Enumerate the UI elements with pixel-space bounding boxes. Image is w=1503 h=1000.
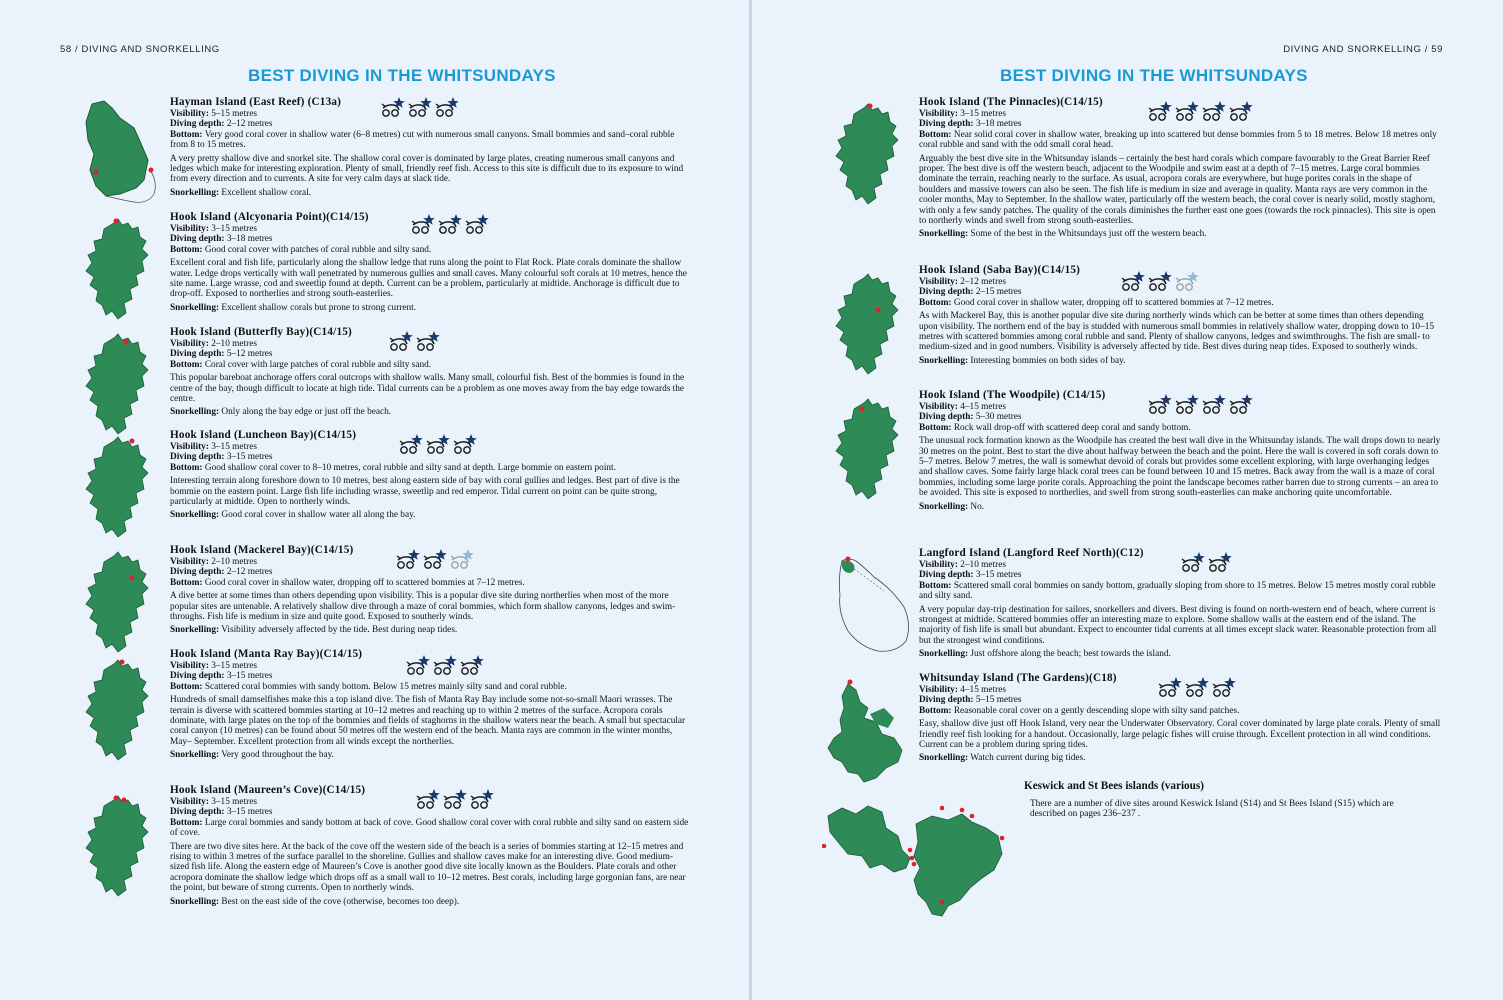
- diver-rating-icon: [398, 433, 423, 455]
- snorkelling-value: Very good throughout the bay.: [221, 750, 334, 761]
- rating-icons: [1147, 393, 1253, 415]
- visibility-value: 2–10 metres: [211, 339, 257, 349]
- site-description: A dive better at some times than others depending upon visibility. This is a popular dive site during northerlies when most of the more popular sites are untenable. A relatively shallow dive through a maze of coral bommies, which form shallow canyons, ledges and swim-throughs. Fish life is medium in size and quite good. Exposed to southerly winds.: [170, 591, 676, 623]
- diver-rating-icon: [1174, 393, 1199, 415]
- bottom-value: Rock wall drop-off with scattered deep coral and sandy bottom.: [953, 422, 1191, 433]
- site-name: Hook Island (Butterfly Bay)(C14/15): [170, 326, 352, 338]
- half-diver-rating-icon: [1174, 270, 1199, 292]
- visibility-value: 3–15 metres: [211, 661, 257, 671]
- snorkelling-value: Only along the bay edge or just off the beach.: [221, 407, 392, 418]
- label: Bottom:: [170, 462, 203, 473]
- bottom-value: Scattered small coral bommies on sandy bottom, gradually sloping from shore to 15 metres. Below 15 metres mostly coral rubble and silty sand.: [919, 580, 1436, 602]
- label: Snorkelling:: [919, 753, 969, 764]
- diver-rating-icon: [1147, 270, 1172, 292]
- snorkelling-value: No.: [970, 501, 985, 512]
- depth-value: 3–15 metres: [975, 570, 1022, 581]
- label: Diving depth:: [919, 412, 974, 423]
- diver-rating-icon: [405, 654, 430, 676]
- label: Diving depth:: [170, 452, 225, 463]
- diver-rating-icon: [437, 213, 462, 235]
- depth-value: 2–12 metres: [226, 119, 273, 130]
- running-header-left: 58 / DIVING AND SNORKELLING: [60, 44, 220, 55]
- site-description: A very pretty shallow dive and snorkel site. The shallow coral cover is dominated by large plates, creating numerous small canyons and ledges which make for interesting exploration. Plenty of small, friendly reef fish. Access to this site is difficult due to its exposure to wind from every direction and to currents. A site for very calm days at slack tide.: [170, 153, 684, 185]
- snorkelling-value: Watch current during big tides.: [970, 753, 1086, 764]
- label: Visibility:: [170, 109, 209, 119]
- hook-island-map-icon: [82, 433, 152, 541]
- bottom-value: Very good coral cover in shallow water (6–8 metres) cut with numerous small canyons. Small bommies and sand–coral rubble from 8 to 15 metres.: [170, 129, 675, 151]
- label: Snorkelling:: [919, 355, 969, 366]
- hayman-island-map-icon: [82, 98, 160, 206]
- site-name: Hook Island (Maureen’s Cove)(C14/15): [170, 784, 366, 796]
- label: Bottom:: [170, 129, 203, 140]
- bottom-value: Good coral cover with patches of coral rubble and silty sand.: [204, 244, 432, 255]
- site-description: There are a number of dive sites around Keswick Island (S14) and St Bees Island (S15) which are described on pages 236–237 .: [1030, 799, 1394, 820]
- site-description: As with Mackerel Bay, this is another popular dive site during northerly winds which can be better at some times than others depending upon visibility. The northern end of the bay is studded with numerous small bommies in relatively shallow water, dropping down to 10–15 metres with scattered bommies among coral rubble and sand. Plenty of shallow canyons, ledges and swimthroughs. The fish are small- to medium-sized and in good numbers. Visibility is adversely affected by tide. Best dives during neap tides. Exposed to southerly winds.: [919, 311, 1435, 353]
- label: Snorkelling:: [170, 625, 220, 636]
- hook-island-map-icon: [82, 792, 152, 900]
- diver-rating-icon: [1174, 100, 1199, 122]
- site-name: Hayman Island (East Reef) (C13a): [170, 96, 342, 108]
- diver-rating-icon: [464, 213, 489, 235]
- depth-value: 3–15 metres: [226, 671, 273, 682]
- label: Diving depth:: [919, 570, 974, 581]
- snorkelling-value: Interesting bommies on both sides of bay.: [970, 355, 1126, 366]
- half-diver-rating-icon: [449, 548, 474, 570]
- bottom-value: Good coral cover in shallow water, dropping off to scattered bommies at 7–12 metres.: [204, 577, 525, 588]
- label: Diving depth:: [170, 349, 225, 360]
- rating-icons: [1157, 676, 1236, 698]
- depth-value: 3–18 metres: [226, 234, 273, 245]
- site-name: Hook Island (Saba Bay)(C14/15): [919, 264, 1081, 276]
- snorkelling-value: Excellent shallow corals but prone to strong current.: [221, 302, 417, 313]
- site-description: This popular bareboat anchorage offers coral outcrops with shallow walls. Many small, colourful fish. Best of the bommies is found in the centre of the bay, though difficult to locate at high tide. Tidal currents can be a problem as one moves away from the bay edge towards the centre.: [170, 373, 685, 405]
- diver-rating-icon: [1180, 551, 1205, 573]
- diver-rating-icon: [459, 654, 484, 676]
- depth-value: 3–18 metres: [975, 119, 1022, 130]
- visibility-value: 4–15 metres: [960, 685, 1006, 695]
- label: Bottom:: [919, 129, 952, 140]
- diver-rating-icon: [425, 433, 450, 455]
- page-title-left: BEST DIVING IN THE WHITSUNDAYS: [248, 66, 556, 85]
- site-description: There are two dive sites here. At the back of the cove off the western side of the beach is a series of bommies starting at 12–15 metres and rising to within 3 metres of the surface parallel to the shoreline. Gullies and shallow caves make for an interesting dive. Good medium-sized fish life. Along the eastern edge of Maureen’s Cove is another good dive site locally known as the Boulders. Plate corals and other acropora dominate the shallow ledge which drops off as a small wall to 10–12 metres. Best corals, including large gorgonian fans, are near the point, but beware of strong currents. Open to northerly winds.: [170, 841, 686, 894]
- depth-value: 3–15 metres: [226, 807, 273, 818]
- label: Visibility:: [170, 557, 209, 567]
- rating-icons: [410, 213, 489, 235]
- bottom-value: Good coral cover in shallow water, dropping off to scattered bommies at 7–12 metres.: [953, 297, 1274, 308]
- site-description: Arguably the best dive site in the Whitsunday islands – certainly the best hard corals which compare favourably to the Great Barrier Reef proper. The best dive is off the western beach, adjacent to the Woodpile and swim east at a depth of 7–15 metres. Large coral bommies dominate the terrain, reaching nearly to the surface. As usual, acropora corals are everywhere, but huge porites corals in the shape of boulders and massive towers can also be seen. The fish life is medium in size and average in quality. Manta rays are very common in the cooler months, May to September. In the shallow water, particularly off the western beach, the coral cover is nearly solid, mostly staghorn, with only a few sandy patches. The quality of the corals diminishes the further east one goes (towards the rock pinnacles). This site is open to northerly winds and swell from strong south-easterlies.: [919, 153, 1436, 227]
- label: Diving depth:: [919, 119, 974, 130]
- label: Visibility:: [919, 109, 958, 119]
- site-description: Easy, shallow dive just off Hook Island, very near the Underwater Observatory. Coral cover dominated by large plate corals. Plenty of small friendly reef fish looking for a handout. Occasionally, large pelagic fishes will cruise through. Excellent protection in all wind conditions. Current can be a problem during spring tides.: [919, 719, 1441, 751]
- site-description: Excellent coral and fish life, particularly along the shallow ledge that runs along the point to Flat Rock. Plate corals dominate the shallow water. Ledge drops vertically with wall penetrated by numerous gullies and small caves. Many colourful soft corals at 10 metres, hence the site name. Large wrasse, cod and sweetlip found at depth. Current can be a problem, particularly at midtide. Anchorage is difficult due to drop-off. Exposed to northerlies and strong south-easterlies.: [170, 258, 687, 300]
- rating-icons: [1120, 270, 1199, 292]
- diver-rating-icon: [410, 213, 435, 235]
- label: Diving depth:: [919, 287, 974, 298]
- diver-rating-icon: [1201, 100, 1226, 122]
- diver-rating-icon: [380, 96, 405, 118]
- label: Bottom:: [919, 422, 952, 433]
- snorkelling-value: Best on the east side of the cove (otherwise, becomes too deep).: [221, 896, 460, 907]
- hook-island-map-icon: [82, 215, 152, 323]
- label: Bottom:: [919, 705, 952, 716]
- bottom-value: Large coral bommies and sandy bottom at back of cove. Good shallow coral cover with coral rubble and silty sand on eastern side of cove.: [170, 817, 689, 839]
- visibility-value: 3–15 metres: [211, 442, 257, 452]
- hook-island-map-icon: [832, 100, 902, 208]
- running-header-right: DIVING AND SNORKELLING / 59: [1283, 44, 1443, 55]
- visibility-value: 3–15 metres: [960, 109, 1006, 119]
- site-name: Whitsunday Island (The Gardens)(C18): [919, 672, 1117, 684]
- label: Visibility:: [170, 797, 209, 807]
- site-description: Interesting terrain along foreshore down to 10 metres, best along eastern side of bay with coral gullies and ledges. Best part of dive is the bommie on the eastern point. Large fish life including wrasse, sweetlip and red emperor. Tidal current on point can be quite strong, particularly at midtide. Open to northerly winds.: [170, 476, 680, 508]
- rating-icons: [395, 548, 474, 570]
- label: Snorkelling:: [919, 229, 969, 240]
- rating-icons: [1180, 551, 1232, 573]
- label: Visibility:: [170, 339, 209, 349]
- label: Bottom:: [170, 244, 203, 255]
- diver-rating-icon: [434, 96, 459, 118]
- visibility-value: 3–15 metres: [211, 224, 257, 234]
- label: Visibility:: [919, 560, 958, 570]
- label: Snorkelling:: [919, 501, 969, 512]
- label: Diving depth:: [919, 695, 974, 706]
- right-page: [752, 0, 1503, 1000]
- diver-rating-icon: [452, 433, 477, 455]
- label: Snorkelling:: [170, 750, 220, 761]
- diver-rating-icon: [415, 788, 440, 810]
- diver-rating-icon: [1147, 393, 1172, 415]
- label: Bottom:: [170, 577, 203, 588]
- hook-island-map-icon: [82, 330, 152, 438]
- depth-value: 5–15 metres: [975, 695, 1022, 706]
- visibility-value: 3–15 metres: [211, 797, 257, 807]
- rating-icons: [388, 330, 440, 352]
- diver-rating-icon: [432, 654, 457, 676]
- rating-icons: [380, 96, 459, 118]
- bottom-value: Scattered coral bommies with sandy bottom. Below 15 metres mainly silty sand and coral rubble.: [204, 681, 567, 692]
- langford-island-map-icon: [834, 555, 914, 655]
- site-name: Hook Island (The Woodpile) (C14/15): [919, 389, 1106, 401]
- diver-rating-icon: [442, 788, 467, 810]
- label: Bottom:: [919, 580, 952, 591]
- depth-value: 5–12 metres: [226, 349, 273, 360]
- visibility-value: 2–10 metres: [960, 560, 1006, 570]
- label: Snorkelling:: [170, 302, 220, 313]
- visibility-value: 2–10 metres: [211, 557, 257, 567]
- label: Snorkelling:: [170, 510, 220, 521]
- snorkelling-value: Visibility adversely affected by the tide. Best during neap tides.: [221, 625, 458, 636]
- snorkelling-value: Just offshore along the beach; best towards the island.: [970, 649, 1171, 660]
- label: Visibility:: [919, 402, 958, 412]
- diver-rating-icon: [1211, 676, 1236, 698]
- site-name: Hook Island (Manta Ray Bay)(C14/15): [170, 648, 363, 660]
- label: Visibility:: [919, 277, 958, 287]
- label: Diving depth:: [170, 119, 225, 130]
- diver-rating-icon: [388, 330, 413, 352]
- diver-rating-icon: [1207, 551, 1232, 573]
- bottom-value: Good shallow coral cover to 8–10 metres, coral rubble and silty sand at depth. Large bommie on eastern point.: [204, 462, 616, 473]
- snorkelling-value: Excellent shallow coral.: [221, 187, 311, 198]
- label: Diving depth:: [170, 807, 225, 818]
- hook-island-map-icon: [832, 270, 902, 378]
- label: Bottom:: [170, 359, 203, 370]
- left-page: [0, 0, 749, 1000]
- site-name: Hook Island (Luncheon Bay)(C14/15): [170, 429, 357, 441]
- diver-rating-icon: [1147, 100, 1172, 122]
- diver-rating-icon: [1201, 393, 1226, 415]
- diver-rating-icon: [1184, 676, 1209, 698]
- hook-island-map-icon: [832, 395, 902, 503]
- snorkelling-value: Some of the best in the Whitsundays just off the western beach.: [970, 229, 1207, 240]
- label: Visibility:: [170, 442, 209, 452]
- site-name: Hook Island (The Pinnacles)(C14/15): [919, 96, 1103, 108]
- diver-rating-icon: [469, 788, 494, 810]
- label: Bottom:: [919, 297, 952, 308]
- hook-island-map-icon: [82, 656, 152, 764]
- rating-icons: [415, 788, 494, 810]
- page-title-right: BEST DIVING IN THE WHITSUNDAYS: [1000, 66, 1308, 85]
- label: Visibility:: [170, 661, 209, 671]
- depth-value: 3–15 metres: [226, 452, 273, 463]
- rating-icons: [405, 654, 484, 676]
- diver-rating-icon: [1120, 270, 1145, 292]
- label: Diving depth:: [170, 671, 225, 682]
- visibility-value: 2–12 metres: [960, 277, 1006, 287]
- diver-rating-icon: [415, 330, 440, 352]
- diver-rating-icon: [1228, 393, 1253, 415]
- label: Visibility:: [170, 224, 209, 234]
- label: Diving depth:: [170, 567, 225, 578]
- diver-rating-icon: [1228, 100, 1253, 122]
- diver-rating-icon: [1157, 676, 1182, 698]
- label: Bottom:: [170, 817, 203, 828]
- visibility-value: 4–15 metres: [960, 402, 1006, 412]
- label: Snorkelling:: [919, 649, 969, 660]
- whitsunday-island-map-icon: [824, 678, 910, 788]
- site-name: Hook Island (Mackerel Bay)(C14/15): [170, 544, 354, 556]
- label: Visibility:: [919, 685, 958, 695]
- label: Snorkelling:: [170, 896, 220, 907]
- keswick-st-bees-map-icon: [822, 798, 1008, 922]
- bottom-value: Coral cover with large patches of coral rubble and silty sand.: [204, 359, 432, 370]
- hook-island-map-icon: [82, 548, 152, 656]
- bottom-value: Near solid coral cover in shallow water, breaking up into scattered but dense bommies from 5 to 18 metres. Below 18 metres only coral rubble and sand with the odd small coral head.: [919, 129, 1437, 151]
- rating-icons: [398, 433, 477, 455]
- site-description: Hundreds of small damselfishes make this a top island dive. The fish of Manta Ray Bay include some not-so-small Maori wrasses. The terrain is diverse with scattered bommies starting at 10–12 metres and reaching up to within 2 metres of the surface. Acropora corals dominate, with large plates on the top of the bommies and fields of staghorns in the shallow waters near the beach. A small but spectacular coral canyon (10 metres) can be found about 50 metres off the western end of the beach. Manta rays are common in the winter months, May– September. Excellent protection from all winds except the northerlies.: [170, 695, 686, 747]
- snorkelling-value: Good coral cover in shallow water all along the bay.: [221, 510, 416, 521]
- site-name: Langford Island (Langford Reef North)(C12): [919, 547, 1144, 559]
- site-name: Keswick and St Bees islands (various): [1024, 780, 1204, 792]
- diver-rating-icon: [422, 548, 447, 570]
- depth-value: 2–15 metres: [975, 287, 1022, 298]
- label: Bottom:: [170, 681, 203, 692]
- rating-icons: [1147, 100, 1253, 122]
- bottom-value: Reasonable coral cover on a gently descending slope with silty sand patches.: [953, 705, 1240, 716]
- diver-rating-icon: [407, 96, 432, 118]
- label: Snorkelling:: [170, 407, 220, 418]
- site-description: A very popular day-trip destination for sailors, snorkellers and divers. Best diving is found on north-western end of beach, where current is strongest at midtide. Scattered bommies offer an interesting maze to explore. Some shallow walls at the eastern end of the island. The majority of fish life is small but abundant. Expect to encounter tidal currents at all times except slack water. Reasonable protection from all but the strongest wind conditions.: [919, 604, 1437, 646]
- site-name: Hook Island (Alcyonaria Point)(C14/15): [170, 211, 369, 223]
- depth-value: 2–12 metres: [226, 567, 273, 578]
- diver-rating-icon: [395, 548, 420, 570]
- site-description: The unusual rock formation known as the Woodpile has created the best wall dive in the Whitsunday islands. The wall drops down to nearly 30 metres on the point. Best to start the dive about halfway between the beach and the point. Here the wall is covered in soft corals down to 5–7 metres. Below 7 metres, the wall is somewhat devoid of corals but provides some excellent exploring, with large overhanging ledges and shallow caves. Some fairly large black coral trees can be found between 10 and 15 metres. Back away from the wall is a maze of coral bommies, including some large porite corals. Approaching the point the landscape becomes rather barren due to strong currents – an area to be avoided. This site is exposed to northerlies, and swell from strong south-easterlies can make anchoring quite uncomfortable.: [919, 436, 1441, 499]
- label: Snorkelling:: [170, 187, 220, 198]
- depth-value: 5–30 metres: [975, 412, 1022, 423]
- visibility-value: 5–15 metres: [211, 109, 257, 119]
- label: Diving depth:: [170, 234, 225, 245]
